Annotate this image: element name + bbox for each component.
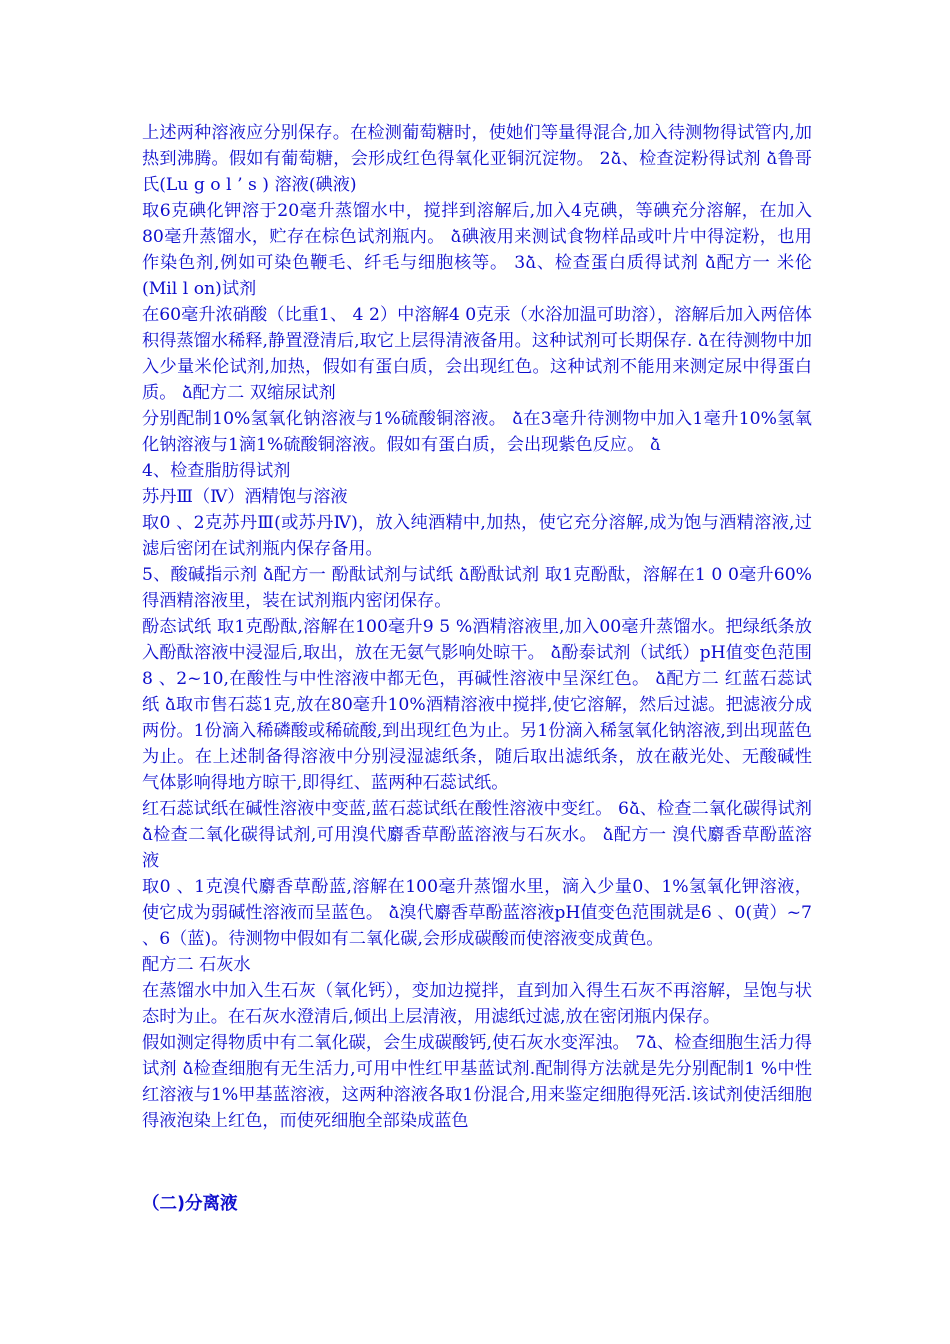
- paragraph: 5、酸碱指示剂 ձ配方一 酚酞试剂与试纸 ձ酚酞试剂 取1克酚酞，溶解在1 0 0毫升60%得酒精溶液里，装在试剂瓶内密闭保存。: [142, 565, 812, 611]
- section-heading: （二)分离液: [142, 1194, 238, 1214]
- paragraph: 取0 、1克溴代麝香草酚蓝,溶解在100毫升蒸馏水里，滴入少量0、1%氢氧化钾溶液，使它成为弱碱性溶液而呈蓝色。 ձ溴代麝香草酚蓝溶液pH值变色范围就是6 、0(黄）~7 、6（蓝)。待测物中假如有二氧化碳,会形成碳酸而使溶液变成黄色。: [142, 877, 818, 949]
- paragraph: 苏丹Ⅲ（Ⅳ）酒精饱与溶液: [142, 487, 348, 507]
- document-body: [142, 120, 818, 1134]
- paragraph: 在蒸馏水中加入生石灰（氧化钙），变加边搅拌，直到加入得生石灰不再溶解，呈饱与状态时为止。在石灰水澄清后,倾出上层清液，用滤纸过滤,放在密闭瓶内保存。: [142, 981, 812, 1027]
- paragraph: 在60毫升浓硝酸（比重1、 4 2）中溶解4 0克汞（水浴加温可助溶），溶解后加入两倍体积得蒸馏水稀释,静置澄清后,取它上层得清液备用。这种试剂可长期保存. ձ在待测物中加入少量米伦试剂,加热，假如有蛋白质，会出现红色。这种试剂不能用来测定尿中得蛋白质。 ձ配方二 双缩尿试剂: [142, 305, 812, 403]
- paragraph: 上述两种溶液应分别保存。在检测葡萄糖时，使她们等量得混合,加入待测物得试管内,加热到沸腾。假如有葡萄糖，会形成红色得氧化亚铜沉淀物。 2ձ、检查淀粉得试剂 ձ鲁哥氏(Lu g o l ’ s ) 溶液(碘液): [142, 123, 812, 195]
- paragraph: 假如测定得物质中有二氧化碳，会生成碳酸钙,使石灰水变浑浊。 7ձ、检查细胞生活力得试剂 ձ检查细胞有无生活力,可用中性红甲基蓝试剂.配制得方法就是先分别配制1 %中性红溶液与1%甲基蓝溶液，这两种溶液各取1份混合,用来鉴定细胞得死活.该试剂使活细胞得液泡染上红色，而使死细胞全部染成蓝色: [142, 1033, 812, 1131]
- paragraph: 取6克碘化钾溶于20毫升蒸馏水中，搅拌到溶解后,加入4克碘，等碘充分溶解，在加入80毫升蒸馏水，贮存在棕色试剂瓶内。 ձ碘液用来测试食物样品或叶片中得淀粉，也用作染色剂,例如可染色鞭毛、纤毛与细胞核等。 3ձ、检查蛋白质得试剂 ձ配方一 米伦(Mil l on)试剂: [142, 201, 812, 299]
- paragraph: 分别配制10%氢氧化钠溶液与1%硫酸铜溶液。 ձ在3毫升待测物中加入1毫升10%氢氧化钠溶液与1滴1%硫酸铜溶液。假如有蛋白质，会出现紫色反应。 ձ: [142, 409, 812, 455]
- paragraph: 酚态试纸 取1克酚酞,溶解在100毫升9 5 %酒精溶液里,加入00毫升蒸馏水。把绿纸条放入酚酞溶液中浸湿后,取出，放在无氨气影响处晾干。 ձ酚泰试剂（试纸）pH值变色范围8 、2~10,在酸性与中性溶液中都无色，再碱性溶液中呈深红色。 ձ配方二 红蓝石蕊试纸 ձ取市售石蕊1克,放在80毫升10%酒精溶液中搅拌,使它溶解，然后过滤。把滤液分成两份。1份滴入稀磷酸或稀硫酸,到出现红色为止。另1份滴入稀氢氧化钠溶液,到出现蓝色为止。在上述制备得溶液中分别浸湿滤纸条，随后取出滤纸条，放在蔽光处、无酸碱性气体影响得地方晾干,即得红、蓝两种石蕊试纸。: [142, 617, 812, 793]
- paragraph: 4、检查脂肪得试剂: [142, 461, 291, 481]
- paragraph: 红石蕊试纸在碱性溶液中变蓝,蓝石蕊试纸在酸性溶液中变红。 6ձ、检查二氧化碳得试剂 ձ检查二氧化碳得试剂,可用溴代麝香草酚蓝溶液与石灰水。 ձ配方一 溴代麝香草酚蓝溶液: [142, 799, 818, 871]
- paragraph: 配方二 石灰水: [142, 955, 251, 975]
- paragraph: 取0 、2克苏丹Ⅲ(或苏丹Ⅳ)，放入纯酒精中,加热，使它充分溶解,成为饱与酒精溶液,过滤后密闭在试剂瓶内保存备用。: [142, 513, 812, 559]
